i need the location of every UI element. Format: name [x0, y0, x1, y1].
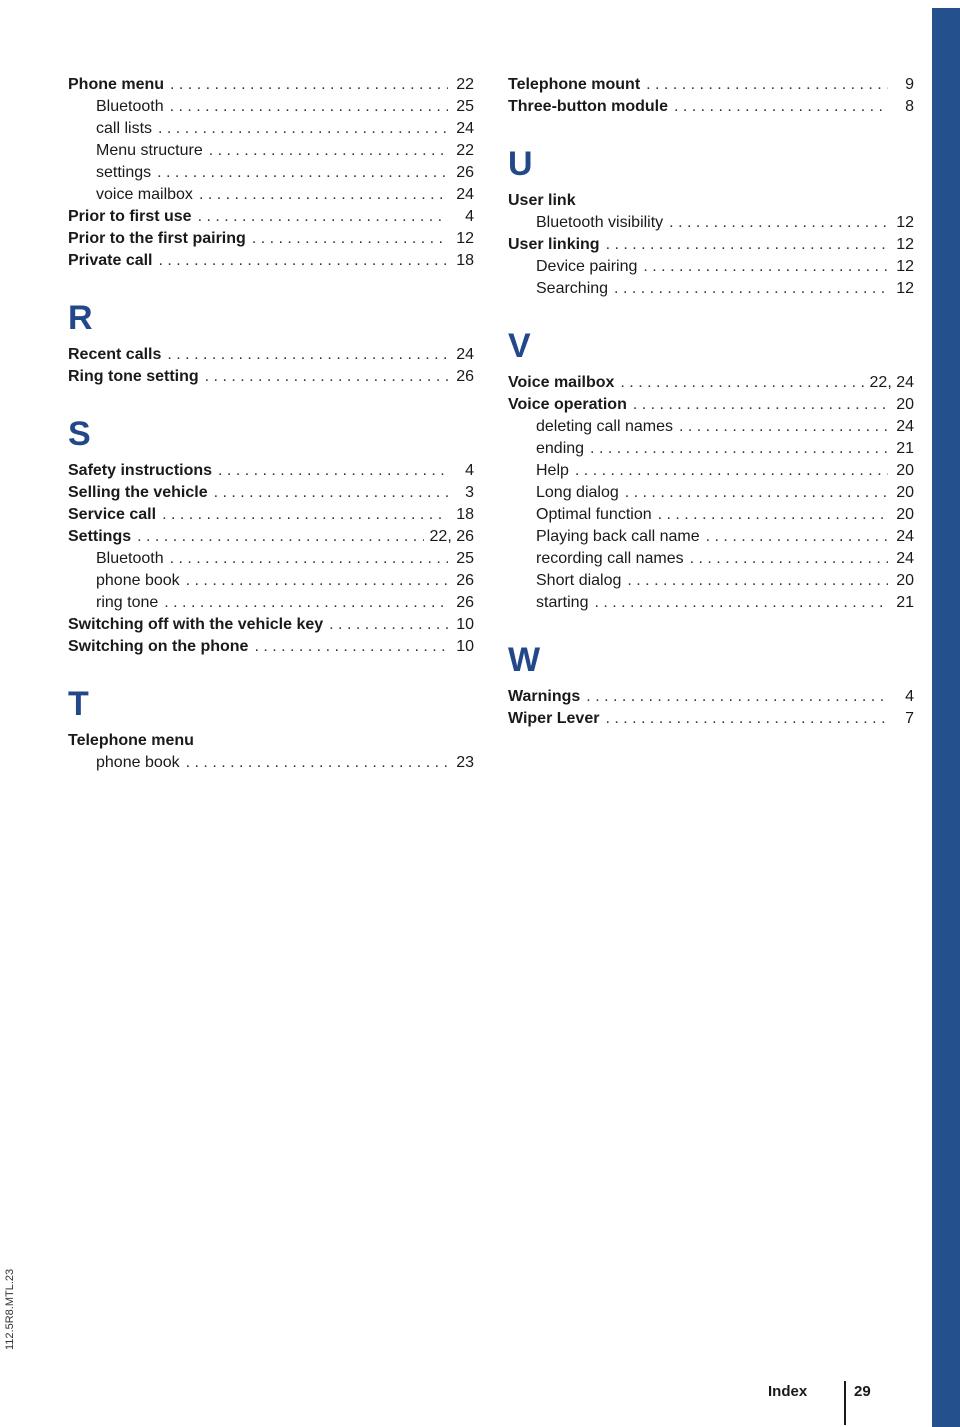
entry-pages: 4 — [465, 462, 474, 479]
dot-leader — [658, 504, 888, 526]
entry-pages: 20 — [896, 572, 914, 589]
entry-pages: 21 — [896, 594, 914, 611]
dot-leader — [170, 96, 448, 118]
entry-term: Warnings — [508, 688, 581, 705]
index-entry — [68, 344, 474, 366]
index-subentry — [508, 570, 914, 592]
entry-pages: 26 — [456, 368, 474, 385]
index-column-left — [68, 74, 474, 774]
dot-leader — [625, 482, 888, 504]
dot-leader — [620, 372, 863, 394]
entry-term: Settings — [68, 528, 132, 545]
dot-leader — [170, 74, 448, 96]
entry-term: Short dialog — [536, 572, 622, 589]
index-entry — [508, 74, 914, 96]
entry-term: Voice mailbox — [508, 374, 615, 391]
entry-pages: 10 — [456, 616, 474, 633]
entry-pages: 4 — [905, 688, 914, 705]
dot-leader — [186, 752, 448, 774]
entry-term: Voice operation — [508, 396, 627, 413]
entry-pages: 24 — [896, 550, 914, 567]
section-letter: W — [508, 641, 541, 679]
entry-pages: 24 — [456, 120, 474, 137]
entry-pages: 20 — [896, 396, 914, 413]
dot-leader — [205, 366, 448, 388]
dot-leader — [643, 256, 888, 278]
index-entry — [508, 96, 914, 118]
entry-pages: 20 — [896, 462, 914, 479]
index-entry — [68, 206, 474, 228]
document-code: 112.5R8.MTL.23 — [4, 1268, 16, 1350]
entry-term: Telephone menu — [68, 732, 194, 749]
entry-pages: 12 — [896, 214, 914, 231]
section-letter: S — [68, 415, 91, 453]
index-entry — [508, 394, 914, 416]
index-subentry — [508, 504, 914, 526]
index-subentry — [68, 570, 474, 592]
dot-leader — [706, 526, 888, 548]
entry-term: Recent calls — [68, 346, 162, 363]
entry-pages: 12 — [896, 280, 914, 297]
dot-leader — [605, 708, 888, 730]
dot-leader — [614, 278, 888, 300]
entry-pages: 22 — [456, 142, 474, 159]
index-subentry — [508, 482, 914, 504]
entry-term: Bluetooth — [96, 98, 164, 115]
index-subentry — [68, 592, 474, 614]
index-column-right — [508, 74, 914, 730]
index-subentry — [508, 212, 914, 234]
entry-pages: 12 — [896, 236, 914, 253]
section-letter: T — [68, 685, 89, 723]
entry-term: Prior to the first pairing — [68, 230, 246, 247]
index-entry — [68, 228, 474, 250]
entry-term: phone book — [96, 754, 180, 771]
entry-term: Switching on the phone — [68, 638, 249, 655]
dot-leader — [590, 438, 888, 460]
entry-pages: 12 — [896, 258, 914, 275]
entry-pages: 22 — [456, 76, 474, 93]
index-entry — [68, 250, 474, 272]
index-entry — [68, 460, 474, 482]
index-entry — [508, 190, 914, 212]
entry-term: voice mailbox — [96, 186, 193, 203]
entry-pages: 3 — [465, 484, 474, 501]
entry-pages: 18 — [456, 252, 474, 269]
footer-divider — [844, 1381, 846, 1425]
entry-term: Playing back call name — [536, 528, 700, 545]
index-subentry — [68, 118, 474, 140]
entry-pages: 7 — [905, 710, 914, 727]
index-subentry — [508, 526, 914, 548]
index-subentry — [508, 592, 914, 614]
section-letter: V — [508, 327, 531, 365]
entry-term: Switching off with the vehicle key — [68, 616, 324, 633]
entry-term: Phone menu — [68, 76, 165, 93]
dot-leader — [646, 74, 888, 96]
index-entry — [508, 708, 914, 730]
index-subentry — [68, 548, 474, 570]
entry-pages: 20 — [896, 484, 914, 501]
index-subentry — [508, 256, 914, 278]
page-footer — [768, 1381, 908, 1405]
entry-term: starting — [536, 594, 589, 611]
dot-leader — [594, 592, 888, 614]
dot-leader — [586, 686, 888, 708]
entry-term: Telephone mount — [508, 76, 641, 93]
entry-pages: 24 — [896, 418, 914, 435]
entry-term: call lists — [96, 120, 153, 137]
entry-pages: 25 — [456, 550, 474, 567]
index-subentry — [508, 278, 914, 300]
entry-term: Selling the vehicle — [68, 484, 208, 501]
dot-leader — [627, 570, 888, 592]
entry-term: User link — [508, 192, 576, 209]
entry-pages: 26 — [456, 572, 474, 589]
entry-pages: 24 — [896, 528, 914, 545]
entry-term: Bluetooth visibility — [536, 214, 664, 231]
index-subentry — [508, 438, 914, 460]
entry-pages: 24 — [456, 346, 474, 363]
dot-leader — [218, 460, 448, 482]
index-subentry — [68, 96, 474, 118]
entry-term: Menu structure — [96, 142, 203, 159]
entry-pages: 20 — [896, 506, 914, 523]
entry-pages: 9 — [905, 76, 914, 93]
blue-side-tab — [932, 8, 960, 1427]
index-entry — [508, 686, 914, 708]
dot-leader — [254, 636, 448, 658]
dot-leader — [252, 228, 448, 250]
entry-term: deleting call names — [536, 418, 673, 435]
index-entry — [508, 372, 914, 394]
page-number: 29 — [854, 1383, 871, 1400]
entry-pages: 18 — [456, 506, 474, 523]
entry-term: Searching — [536, 280, 609, 297]
section-letter: U — [508, 145, 533, 183]
entry-pages: 26 — [456, 164, 474, 181]
dot-leader — [329, 614, 448, 636]
dot-leader — [669, 212, 888, 234]
index-subentry — [508, 416, 914, 438]
dot-leader — [214, 482, 448, 504]
dot-leader — [167, 344, 448, 366]
dot-leader — [679, 416, 888, 438]
dot-leader — [633, 394, 888, 416]
index-entry — [68, 636, 474, 658]
entry-term: User linking — [508, 236, 600, 253]
dot-leader — [690, 548, 888, 570]
entry-pages: 25 — [456, 98, 474, 115]
entry-pages: 24 — [456, 186, 474, 203]
entry-term: Device pairing — [536, 258, 638, 275]
dot-leader — [198, 206, 448, 228]
dot-leader — [162, 504, 448, 526]
dot-leader — [209, 140, 448, 162]
entry-term: Ring tone setting — [68, 368, 199, 385]
entry-pages: 26 — [456, 594, 474, 611]
dot-leader — [158, 118, 448, 140]
entry-pages: 22, 24 — [869, 374, 914, 391]
entry-term: Safety instructions — [68, 462, 213, 479]
entry-term: Help — [536, 462, 569, 479]
entry-term: Wiper Lever — [508, 710, 600, 727]
footer-section-label: Index — [768, 1383, 808, 1400]
entry-term: Bluetooth — [96, 550, 164, 567]
entry-pages: 12 — [456, 230, 474, 247]
index-subentry — [68, 752, 474, 774]
index-entry — [68, 366, 474, 388]
dot-leader — [674, 96, 888, 118]
dot-leader — [170, 548, 448, 570]
entry-term: settings — [96, 164, 152, 181]
entry-pages: 4 — [465, 208, 474, 225]
index-subentry — [68, 184, 474, 206]
index-subentry — [508, 460, 914, 482]
index-entry — [68, 730, 474, 752]
entry-term: phone book — [96, 572, 180, 589]
entry-term: recording call names — [536, 550, 684, 567]
index-entry — [508, 234, 914, 256]
dot-leader — [575, 460, 888, 482]
index-entry — [68, 614, 474, 636]
index-subentry — [68, 162, 474, 184]
entry-term: Three-button module — [508, 98, 668, 115]
entry-term: Service call — [68, 506, 157, 523]
index-entry — [68, 504, 474, 526]
index-subentry — [508, 548, 914, 570]
entry-pages: 23 — [456, 754, 474, 771]
section-letter: R — [68, 299, 93, 337]
dot-leader — [186, 570, 448, 592]
dot-leader — [164, 592, 448, 614]
entry-pages: 22, 26 — [429, 528, 474, 545]
entry-term: Private call — [68, 252, 153, 269]
index-entry — [68, 74, 474, 96]
dot-leader — [606, 234, 888, 256]
entry-term: ending — [536, 440, 585, 457]
index-subentry — [68, 140, 474, 162]
index-entry — [68, 482, 474, 504]
entry-pages: 21 — [896, 440, 914, 457]
dot-leader — [199, 184, 448, 206]
entry-term: ring tone — [96, 594, 159, 611]
dot-leader — [159, 250, 449, 272]
entry-pages: 10 — [456, 638, 474, 655]
entry-term: Prior to first use — [68, 208, 192, 225]
entry-term: Optimal function — [536, 506, 652, 523]
entry-term: Long dialog — [536, 484, 619, 501]
dot-leader — [157, 162, 448, 184]
index-entry — [68, 526, 474, 548]
entry-pages: 8 — [905, 98, 914, 115]
dot-leader — [137, 526, 423, 548]
